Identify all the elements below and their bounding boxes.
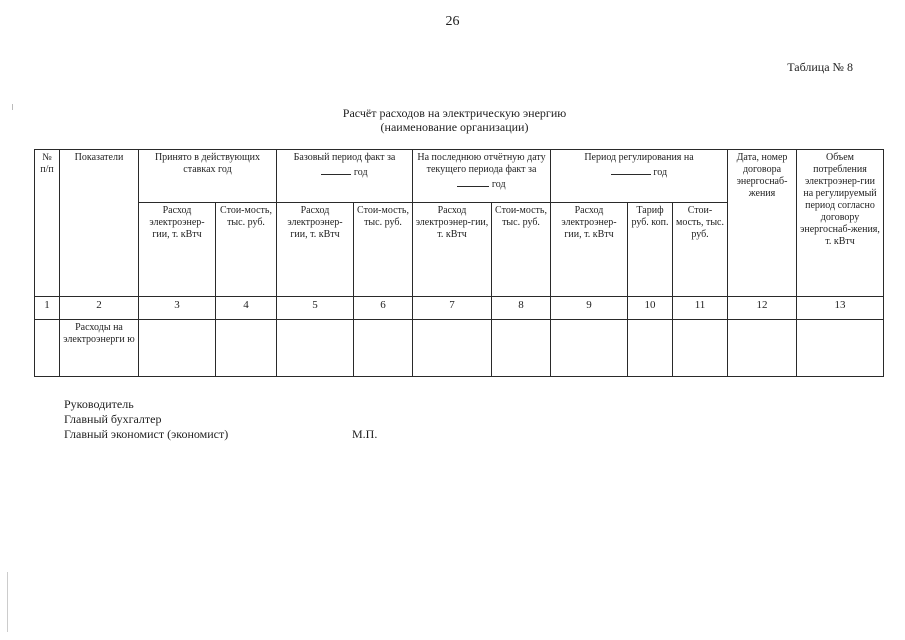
subheader-cost: Стои-мость, тыс. руб. <box>673 203 728 297</box>
header-row <box>35 150 884 203</box>
column-number: 4 <box>216 297 277 320</box>
signature-head: Руководитель <box>64 397 134 411</box>
signature-block <box>64 397 228 442</box>
expense-table <box>34 149 884 377</box>
document-subtitle: (наименование организации) <box>380 120 529 134</box>
data-cell <box>413 320 492 377</box>
signature-economist: Главный экономист (экономист) <box>64 427 229 441</box>
header-regulation-period: Период регулирования на год <box>551 150 728 203</box>
header-contract: Дата, номер договора энергоснаб-жения <box>728 150 797 297</box>
table-row <box>35 320 884 377</box>
subheader-consumption: Расход электроэнер-гии, т. кВтч <box>277 203 354 297</box>
data-cell <box>492 320 551 377</box>
margin-mark <box>7 572 8 632</box>
data-cell <box>797 320 884 377</box>
table-label: Таблица № 8 <box>787 60 853 74</box>
row-label-electricity: Расходы на электроэнерги ю <box>60 320 139 377</box>
column-number: 2 <box>60 297 139 320</box>
document-title: Расчёт расходов на электрическую энергию <box>342 106 567 120</box>
column-number: 8 <box>492 297 551 320</box>
header-base-period: Базовый период факт за год <box>277 150 413 203</box>
data-cell <box>728 320 797 377</box>
subheader-tariff: Тариф руб. коп. <box>628 203 673 297</box>
title-block <box>0 106 905 134</box>
header-accepted: Принято в действующих ставках год <box>139 150 277 203</box>
stamp-place: М.П. <box>352 427 378 441</box>
column-number: 5 <box>277 297 354 320</box>
column-number: 13 <box>797 297 884 320</box>
data-cell <box>673 320 728 377</box>
header-volume: Объем потребления электроэнер-гии на регулируемый период согласно договору энергоснаб-жения, т. кВтч <box>797 150 884 297</box>
column-number: 9 <box>551 297 628 320</box>
cell-number <box>35 320 60 377</box>
header-number: № п/п <box>35 150 60 297</box>
column-number: 10 <box>628 297 673 320</box>
column-number: 7 <box>413 297 492 320</box>
data-cell <box>354 320 413 377</box>
column-number: 6 <box>354 297 413 320</box>
column-number: 3 <box>139 297 216 320</box>
data-cell <box>551 320 628 377</box>
subheader-cost: Стои-мость, тыс. руб. <box>216 203 277 297</box>
column-number: 11 <box>673 297 728 320</box>
subheader-cost: Стои-мость, тыс. руб. <box>492 203 551 297</box>
header-indicators: Показатели <box>60 150 139 297</box>
column-number-row <box>35 297 884 320</box>
data-cell <box>628 320 673 377</box>
blank-year <box>321 164 351 175</box>
subheader-consumption: Расход электроэнер-гии, т. кВтч <box>139 203 216 297</box>
page-number: 26 <box>445 14 460 29</box>
column-number: 12 <box>728 297 797 320</box>
data-cell <box>277 320 354 377</box>
header-last-report: На последнюю отчётную дату текущего периода факт за год <box>413 150 551 203</box>
subheader-consumption: Расход электроэнер-гии, т. кВтч <box>551 203 628 297</box>
blank-year <box>457 176 489 187</box>
subheader-consumption: Расход электроэнер-гии, т. кВтч <box>413 203 492 297</box>
signature-accountant: Главный бухгалтер <box>64 412 162 426</box>
subheader-cost: Стои-мость, тыс. руб. <box>354 203 413 297</box>
blank-year <box>611 164 651 175</box>
data-cell <box>216 320 277 377</box>
column-number: 1 <box>35 297 60 320</box>
data-cell <box>139 320 216 377</box>
